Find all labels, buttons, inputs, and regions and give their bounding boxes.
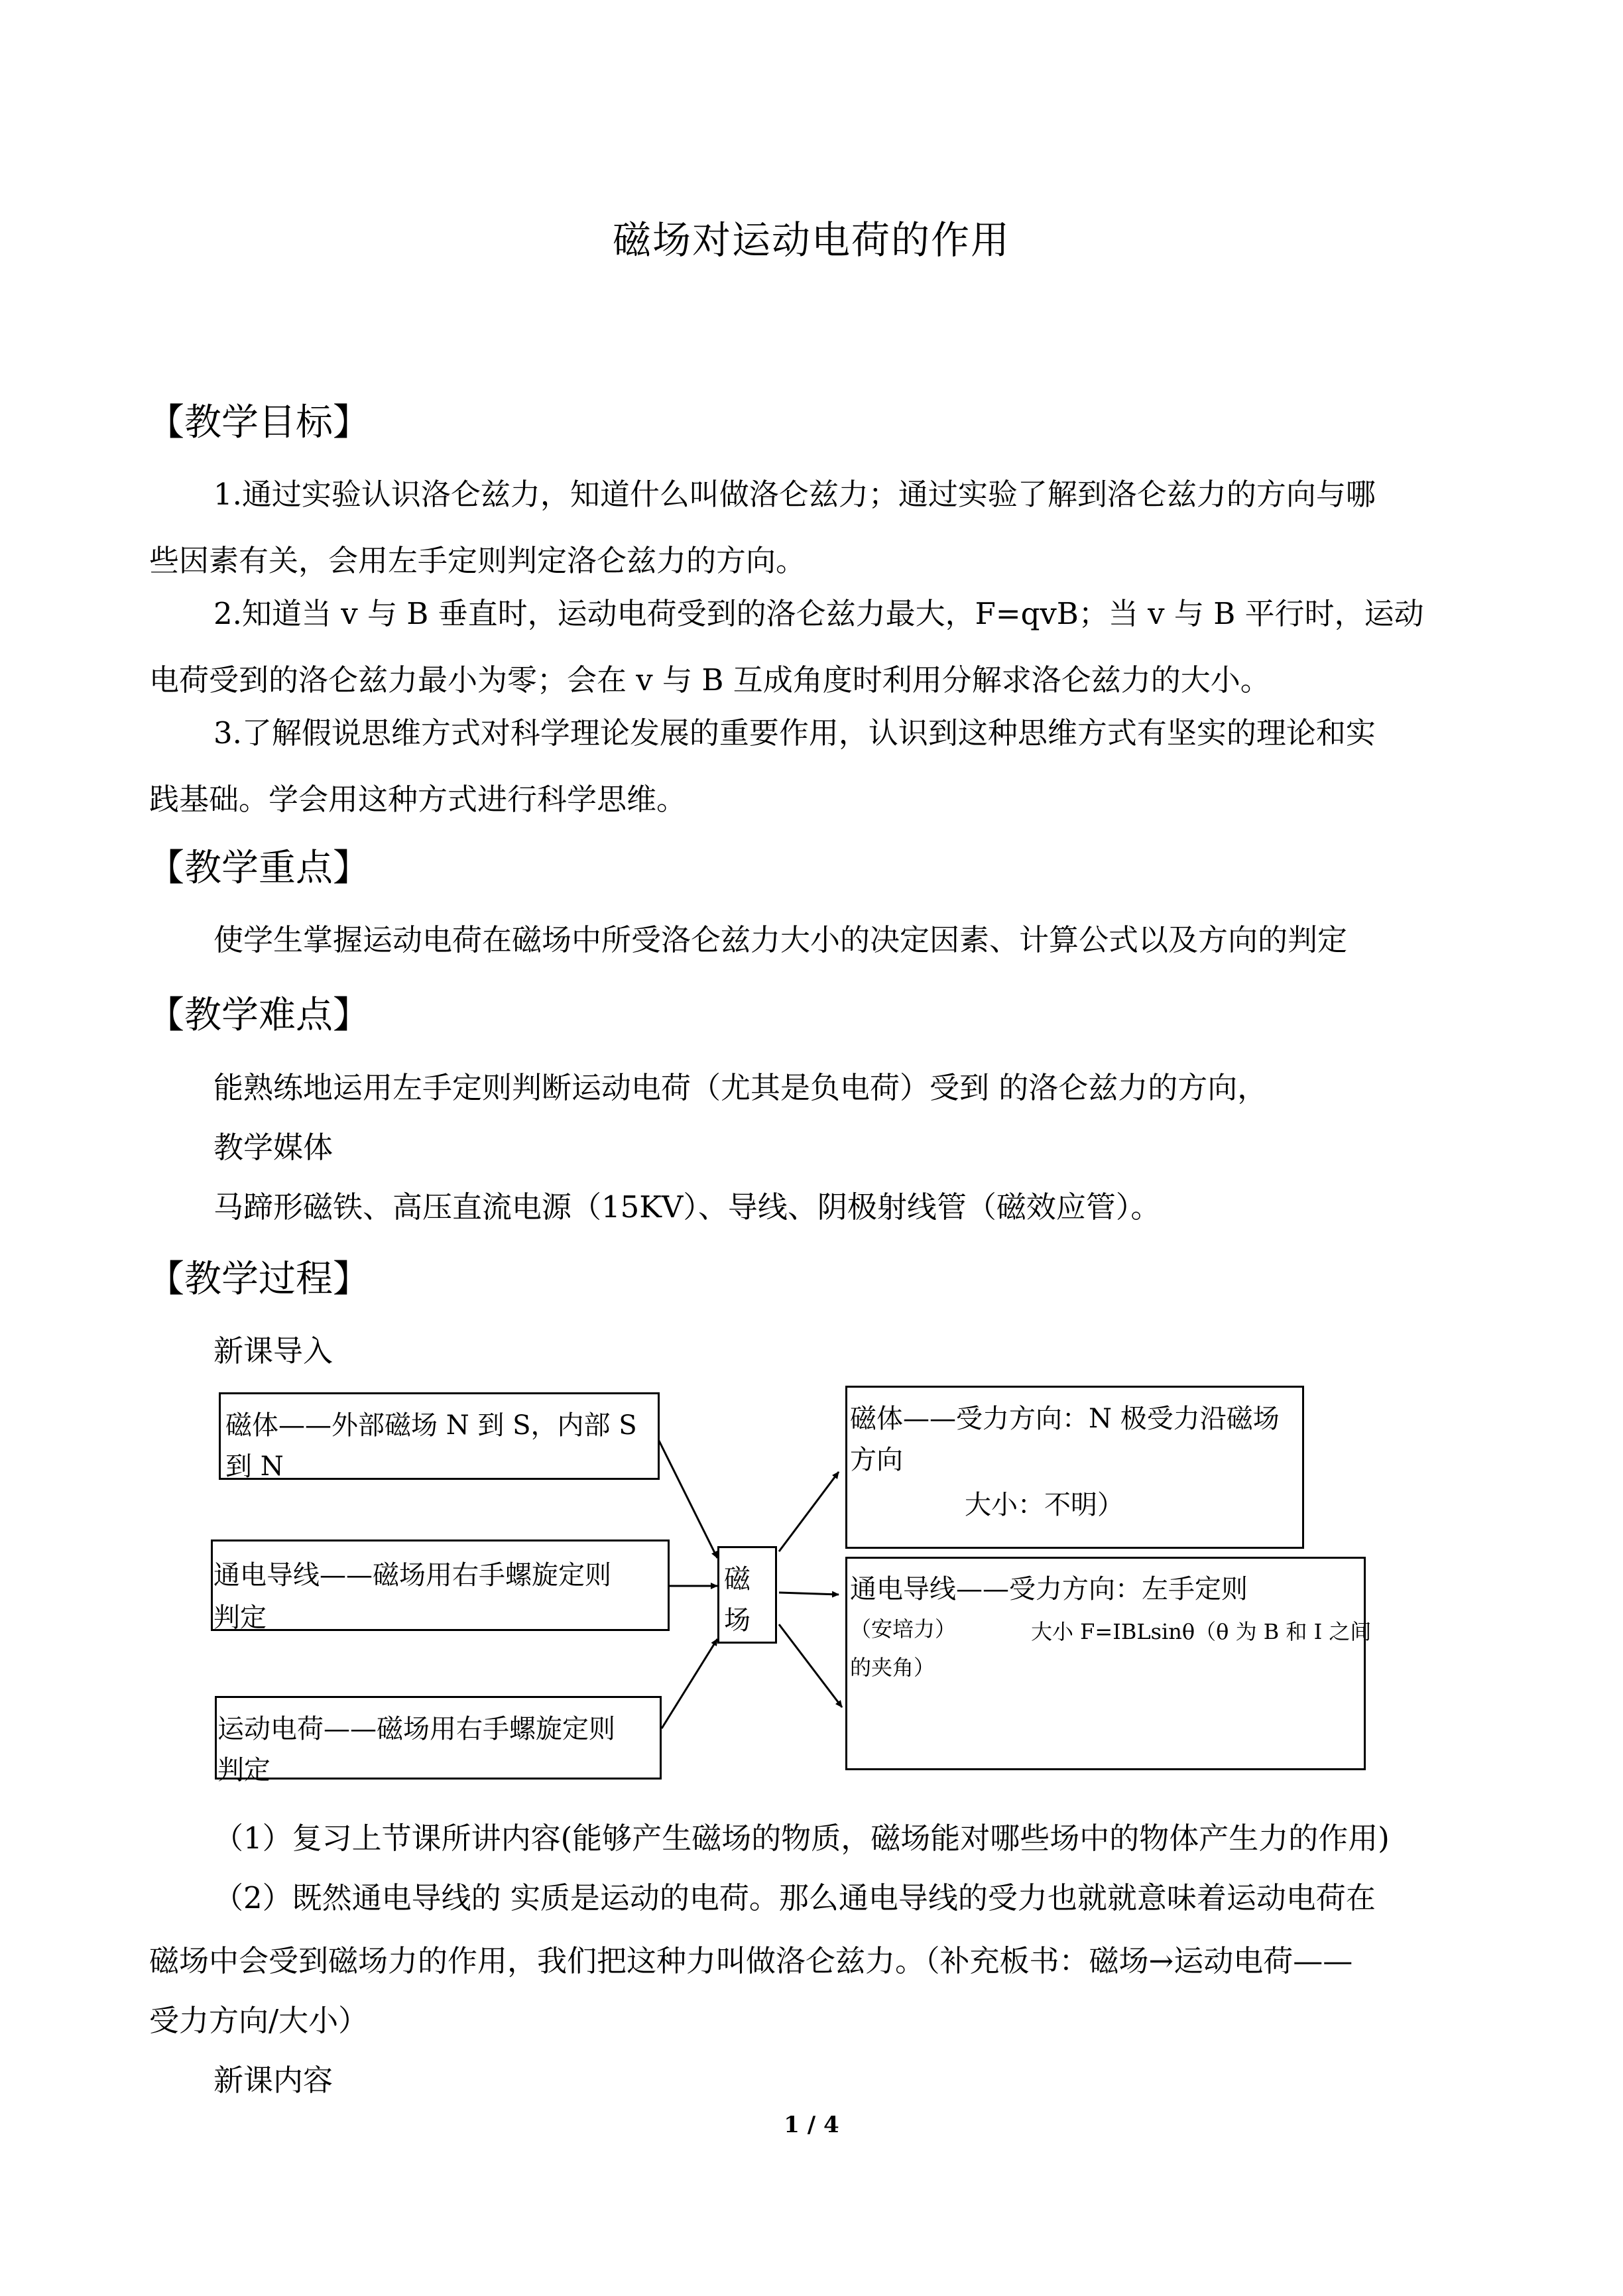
objective-1-line-2: 些因素有关，会用左手定则判定洛仑兹力的方向。 [149,543,806,578]
arrow-charge-to-field [662,1639,717,1728]
section-objectives: 【教学目标】 [147,401,370,444]
arrow-field-to-wire [779,1593,839,1595]
review-2-line-1: （2）既然通电导线的 实质是运动的电荷。那么通电导线的受力也就就意味着运动电荷在 [213,1880,1376,1915]
objective-1-line-1: 1.通过实验认识洛仑兹力，知道什么叫做洛仑兹力；通过实验了解到洛仑兹力的方向与哪 [213,477,1376,512]
review-2-line-2: 磁场中会受到磁场力的作用，我们把这种力叫做洛仑兹力。（补充板书：磁场→运动电荷—— [149,1943,1353,1978]
box-wire-force-line-2a: （安培力） [850,1616,957,1642]
media-label: 教学媒体 [213,1130,333,1165]
box-charge-field-line-1: 运动电荷——磁场用右手螺旋定则 [217,1714,615,1744]
page-number: 1 / 4 [784,2112,839,2138]
media-text: 马蹄形磁铁、高压直流电源（15KV）、导线、阴极射线管（磁效应管）。 [213,1189,1161,1225]
box-magnet-force-line-2: 方向 [850,1445,903,1475]
box-magnetic-field-line-1: 磁 [724,1564,751,1595]
box-wire-force-line-1: 通电导线——受力方向：左手定则 [850,1574,1248,1604]
page-title: 磁场对运动电荷的作用 [612,217,1010,263]
arrow-field-to-magnet [779,1472,839,1551]
review-2-line-3: 受力方向/大小） [149,2003,369,2038]
box-magnet-force-line-3: 大小：不明） [965,1490,1124,1520]
box-magnetic-field-line-2: 场 [724,1605,751,1636]
objective-3-line-2: 践基础。学会用这种方式进行科学思维。 [149,782,687,817]
box-magnet-force-line-1: 磁体——受力方向：N 极受力沿磁场 [850,1404,1280,1434]
objective-2-line-2: 电荷受到的洛仑兹力最小为零；会在 v 与 B 互成角度时利用分解求洛仑兹力的大小。 [149,662,1270,697]
box-wire-field-line-2: 判定 [213,1602,267,1633]
box-charge-field-line-2: 判定 [217,1755,270,1785]
objective-2-line-1: 2.知道当 v 与 B 垂直时，运动电荷受到的洛仑兹力最大，F=qvB；当 v 与 B 平行时，运动 [213,596,1424,631]
box-wire-force-line-3: 的夹角） [850,1655,935,1680]
section-key-points: 【教学重点】 [147,847,370,890]
box-magnet-field-line-1: 磁体——外部磁场 N 到 S，内部 S [225,1410,637,1441]
new-content-label: 新课内容 [213,2063,333,2098]
box-magnet-field-line-2: 到 N [225,1451,284,1482]
intro-label: 新课导入 [213,1333,333,1368]
difficulties-text: 能熟练地运用左手定则判断运动电荷（尤其是负电荷）受到 的洛仑兹力的方向， [213,1070,1268,1105]
box-wire-force-line-2b: 大小 F=IBLsinθ（θ 为 B 和 I 之间 [1031,1619,1372,1644]
arrow-field-to-charge [779,1624,842,1707]
review-1: （1）复习上节课所讲内容(能够产生磁场的物质，磁场能对哪些场中的物体产生力的作用) [213,1821,1390,1856]
objective-3-line-1: 3.了解假说思维方式对科学理论发展的重要作用，认识到这种思维方式有坚实的理论和实 [213,715,1376,751]
section-difficulties: 【教学难点】 [147,994,370,1037]
key-points-text: 使学生掌握运动电荷在磁场中所受洛仑兹力大小的决定因素、计算公式以及方向的判定 [213,922,1348,957]
box-wire-field-line-1: 通电导线——磁场用右手螺旋定则 [213,1560,611,1591]
section-process: 【教学过程】 [147,1258,370,1301]
